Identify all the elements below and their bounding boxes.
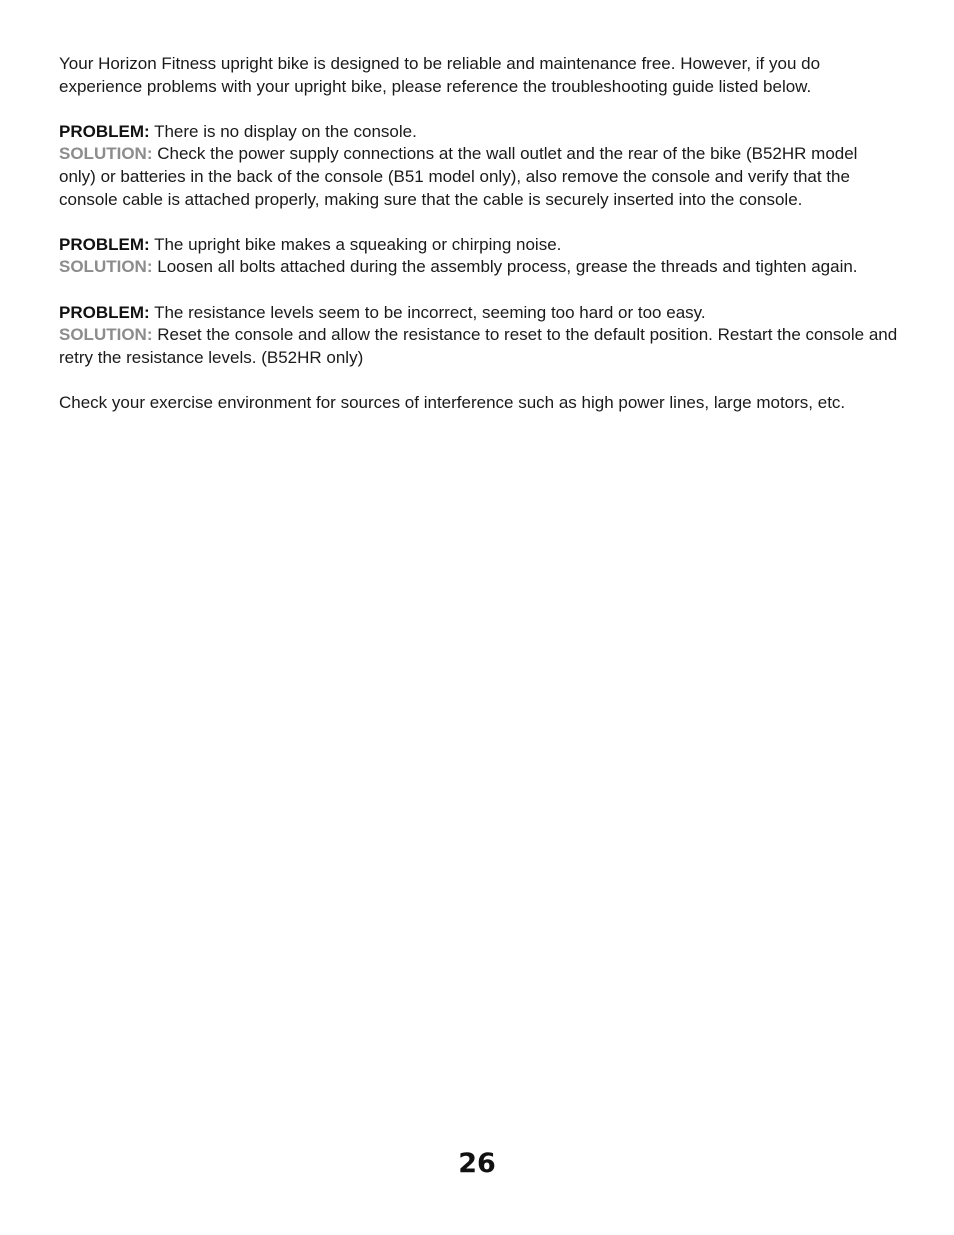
problem-text: The resistance levels seem to be incorrect, seeming too hard or too easy. bbox=[154, 302, 706, 322]
solution-text: Reset the console and allow the resistance to reset to the default position. Restart the console and retry the resistance levels. (B52HR only) bbox=[59, 325, 898, 367]
problem-block-2 bbox=[59, 234, 899, 279]
problem-text: There is no display on the console. bbox=[154, 121, 417, 141]
problem-label: PROBLEM: bbox=[59, 121, 150, 141]
problem-block-3 bbox=[59, 302, 899, 370]
closing-note: Check your exercise environment for sources of interference such as high power lines, large motors, etc. bbox=[59, 392, 846, 412]
problem-label: PROBLEM: bbox=[59, 302, 150, 322]
solution-line bbox=[59, 256, 899, 279]
problem-block-1 bbox=[59, 121, 899, 211]
solution-text: Loosen all bolts attached during the assembly process, grease the threads and tighten again. bbox=[157, 257, 858, 277]
problem-label: PROBLEM: bbox=[59, 234, 150, 254]
problem-line bbox=[59, 302, 899, 325]
problem-text: The upright bike makes a squeaking or chirping noise. bbox=[154, 234, 562, 254]
solution-label: SOLUTION: bbox=[59, 257, 153, 277]
solution-label: SOLUTION: bbox=[59, 144, 153, 164]
solution-label: SOLUTION: bbox=[59, 325, 153, 345]
problem-line bbox=[59, 234, 899, 257]
page-number: 26 bbox=[458, 1148, 496, 1179]
solution-line bbox=[59, 143, 899, 211]
solution-line bbox=[59, 324, 899, 369]
troubleshooting-section bbox=[59, 53, 899, 437]
intro-paragraph: Your Horizon Fitness upright bike is designed to be reliable and maintenance free. However, if you do experience problems with your upright bike, please reference the troubleshooting guide listed below. bbox=[59, 54, 821, 96]
problem-line bbox=[59, 121, 899, 144]
solution-text: Check the power supply connections at the wall outlet and the rear of the bike (B52HR model only) or batteries in the back of the console (B51 model only), also remove the console and verify that the console cable is attached properly, making sure that the cable is securely inserted into the console. bbox=[59, 144, 858, 209]
